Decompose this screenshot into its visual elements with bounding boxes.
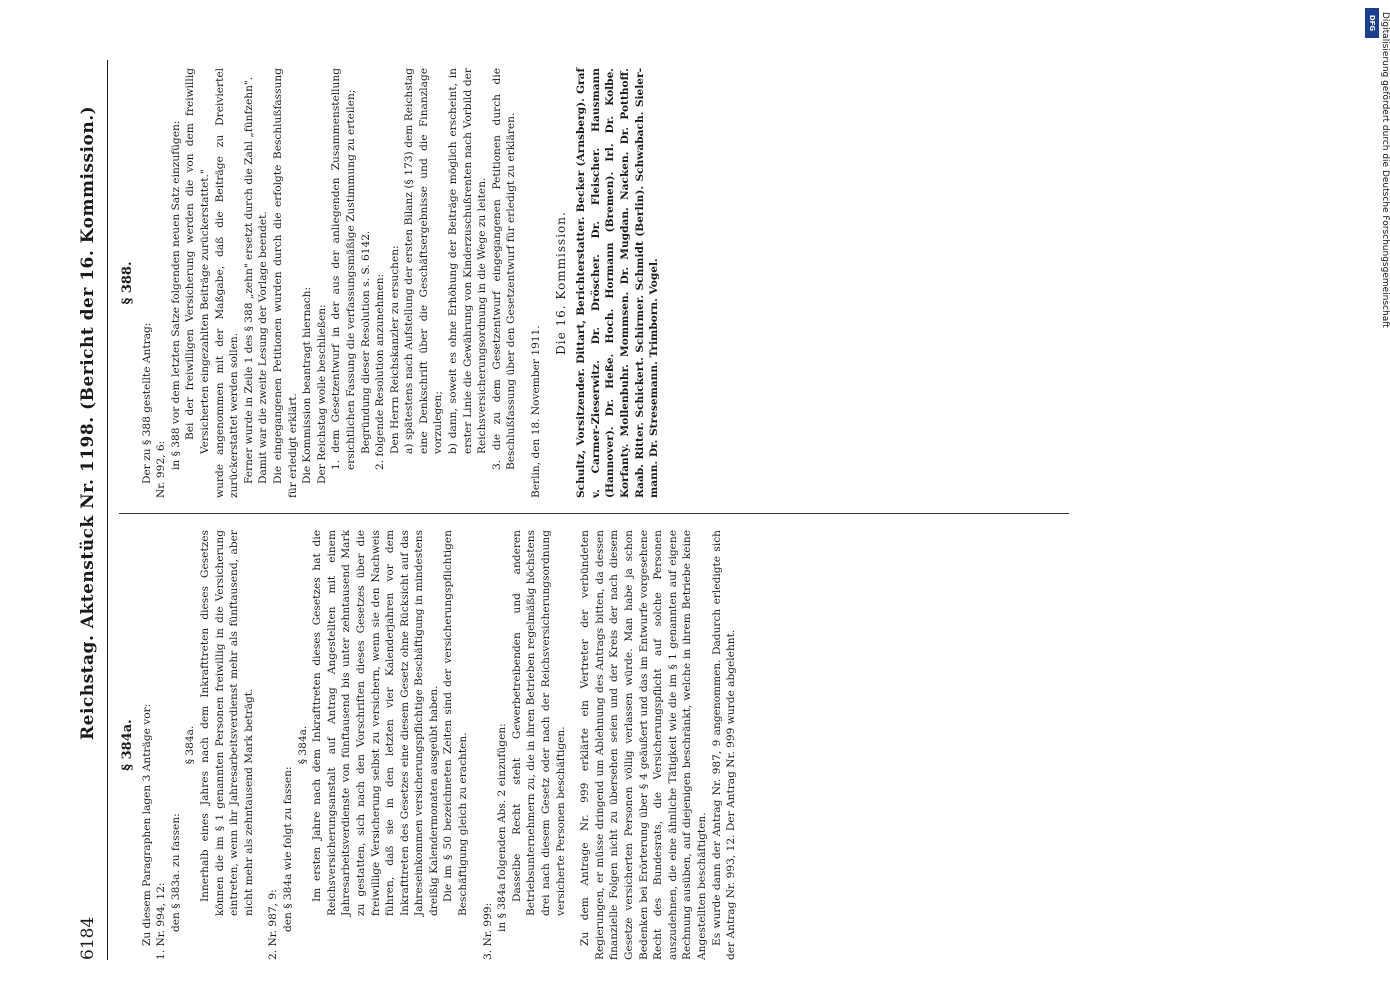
header-title: Reichstag. Aktenstück Nr. 1198. (Bericht der 16. Kommission.) bbox=[78, 105, 98, 740]
resolution-item-2a: a) spätestens nach Aufstellung der ersten Bilanz (§ 173) dem Reichstag eine Denkschrift über die Geschäftsergebnisse und die Finanzlage vorzulegen; bbox=[403, 68, 445, 454]
resolution-intro: Der Reichstag wolle beschließen: bbox=[315, 304, 328, 484]
motion-3-instruction: in § 384a folgenden Abs. 2 einzufügen: bbox=[496, 723, 509, 932]
page-number: 6184 bbox=[78, 916, 98, 960]
motion-388-instruction: in § 388 vor dem letzten Satze folgenden neuen Satz einzufügen: bbox=[169, 120, 182, 470]
motion-1-text: Innerhalb eines Jahres nach dem Inkrafttreten dieses Gesetzes können die im § 1 genannten Personen freiwillig in die Versicherung eintreten, wenn ihr Jahresarbeitsverdienst mehr als fünftausend, aber nicht mehr als zehntausend Mark beträgt. bbox=[198, 530, 255, 916]
discussion-paragraph: Zu dem Antrage Nr. 999 erklärte ein Vertreter der verbündeten Regierungen, er müsse dringend um Ablehnung des Antrags bitten, da dessen finanzielle Folgen nicht zu übersehen seien und der Kreis der nach diesem Gesetze versicherten Personen völlig verlassen würde. Man habe ja schon Bedenken bei Erörterung über § 4 geäußert und das im Entwurfe vorgesehene Recht des Bundesrats, die Versicherungspflicht auf solche Personen auszudehnen, die eine ähnliche Tätigkeit wie die im § 1 genannten auf eigene Rechnung ausüben, auf diejenigen beschränkt, welche in ihrem Betriebe keine Angestellten beschäftigten. bbox=[579, 530, 708, 960]
right-column bbox=[119, 68, 662, 498]
resolution-item-2-intro: Den Herrn Reichskanzler zu ersuchen: bbox=[388, 245, 401, 454]
motion-388-intro: Der zu § 388 gestellte Antrag: bbox=[140, 322, 153, 484]
vote-result-paragraph: Es wurde dann der Antrag Nr. 987, 9 angenommen. Dadurch erledigte sich der Antrag Nr. 993, 12. Der Antrag Nr. 999 wurde abgelehnt. bbox=[710, 530, 738, 960]
resolution-item-2: 2. folgende Resolution anzunehmen: bbox=[374, 273, 387, 470]
motion-2-text-2: Die im § 50 bezeichneten Zeiten sind der versicherungspflichtigen Beschäftigung gleich zu erachten. bbox=[442, 530, 470, 916]
motion-388-text: Bei der freiwilligen Versicherung werden die von dem freiwillig Versicherten eingezahlten Beiträge zurückerstattet." bbox=[184, 68, 211, 454]
motion-1-instruction: den § 383a. zu fassen: bbox=[169, 813, 182, 932]
section-title-384a: § 384a. bbox=[120, 719, 135, 771]
resolution-item-1: 1. dem Gesetzentwurf in der aus der anliegenden Zusammenstellung ersichtlichen Fassung die verfassungsmäßige Zustimmung zu erteilen; bbox=[330, 68, 357, 470]
motion-3-text: Dasselbe Recht steht Gewerbetreibenden und anderen Betriebsunternehmern zu, die in ihren Betrieben regelmäßig höchstens drei nach diesem Gesetz oder nach der Reichsversicherungsordnung versicherte Personen beschäftigen. bbox=[510, 530, 567, 916]
intro-text: Zu diesem Paragraphen lagen 3 Anträge vor: bbox=[140, 703, 153, 946]
running-header bbox=[75, 60, 108, 960]
funding-note: Digitalisierung gefördert durch die Deutsche Forschungsgemeinschaft bbox=[1380, 12, 1390, 328]
motion-388-label: Nr. 992, 6: bbox=[155, 440, 168, 498]
motion-2-section: § 384a. bbox=[296, 725, 309, 765]
left-column bbox=[119, 530, 739, 960]
second-reading-note: Damit war die zweite Lesung der Vorlage beendet. bbox=[257, 211, 270, 484]
date-line: Berlin, den 18. November 1911. bbox=[530, 325, 543, 498]
commission-members: Schultz, Vorsitzender. Dittart, Berichterstatter. Becker (Arnsberg). Graf v. Carmer-Zieserwitz. Dr. Dröscher. Dr. Fleischer. Hausmann (Hannover). Dr. Heße. Hoch. Hormann (Bremen). Irl. Dr. Kolbe. Korfanty. Mollenbuhr. Mommsen. Dr. Mugdan. Nacken. Dr. Potthoff. Raab. Ritter. Schickert. Schirmer. Schmidt (Berlin). Schwabach. Sieler-mann. Dr. Stresemann. Trimborn. Vogel. bbox=[575, 68, 661, 498]
dfg-logo bbox=[1365, 8, 1379, 38]
motion-2-label: 2. Nr. 987, 9: bbox=[267, 889, 280, 960]
motion-2-text-1: Im ersten Jahre nach dem Inkrafttreten dieses Gesetzes hat die Reichsversicherungsanstalt auf Antrag Angestellten mit einem Jahresarbeitsverdienste von fünftausend bis unter zehntausend Mark zu gestatten, sich nach den Vorschriften dieses Gesetzes über die freiwillige Versicherung selbst zu versichern, wenn sie den Nachweis führen, daß sie in den letzten vier Kalenderjahren vor dem Inkrafttreten des Gesetzes eine diesem Gesetz ohne Rücksicht auf das Jahreseinkommen versicherungspflichtige Beschäftigung in mindestens dreißig Kalendermonaten ausgeübt haben. bbox=[311, 530, 440, 916]
commission-title: Die 16. Kommission. bbox=[553, 211, 568, 355]
dfg-logo-text: DFG bbox=[1368, 14, 1376, 32]
motion-2-instruction: den § 384a wie folgt zu fassen: bbox=[281, 766, 294, 932]
section-title-388: § 388. bbox=[120, 261, 135, 305]
motion-1-label: 1. Nr. 994, 12: bbox=[155, 882, 168, 960]
resolution-item-1-note: Begründung dieser Resolution s. S. 6142. bbox=[359, 230, 372, 454]
resolution-item-2b: b) dann, soweit es ohne Erhöhung der Beiträge möglich erscheint, in erster Linie die Gewährung von Kinderzuschußrenten nach Vorbild der Reichsversicherungsordnung in die Wege zu leiten. bbox=[447, 68, 489, 454]
column-divider bbox=[119, 513, 1069, 514]
resolution-item-3: 3. die zu dem Gesetzentwurf eingegangenen Petitionen durch die Beschlußfassung über den Gesetzentwurf für erledigt zu erklären. bbox=[490, 68, 518, 470]
motion-3-label: 3. Nr. 999: bbox=[481, 902, 494, 960]
amendment-line-1: Ferner wurde in Zeile 1 des § 388 „zehn" ersetzt durch die Zahl „fünfzehn". bbox=[242, 76, 255, 484]
commission-motion: Die Kommission beantragt hiernach: bbox=[301, 286, 314, 484]
petitions-note: Die eingegangenen Petitionen wurden durch die erfolgte Beschlußfassung für erledigt erklärt. bbox=[271, 68, 299, 498]
motion-1-section: § 384a. bbox=[184, 725, 197, 765]
rotated-document-page bbox=[75, 60, 1085, 960]
motion-388-result: wurde angenommen mit der Maßgabe, daß die Beiträge zu Dreiviertel zurückerstattet werden sollen. bbox=[213, 68, 241, 498]
